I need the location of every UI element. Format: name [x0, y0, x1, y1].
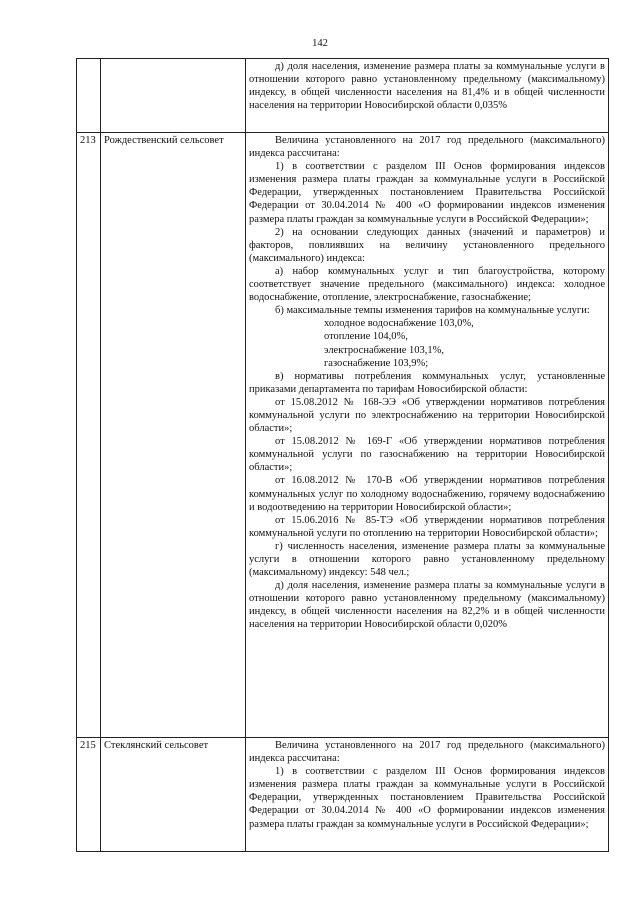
paragraph: от 15.08.2012 № 168-ЭЭ «Об утверждении нормативов потребления коммунальной услуги по электроснабжению на территории Новосибирской области»;: [249, 396, 605, 435]
paragraph: Величина установленного на 2017 год предельного (максимального) индекса рассчитана:: [249, 740, 605, 765]
paragraph: от 15.06.2016 № 85-ТЭ «Об утверждении нормативов потребления коммунальной услуги по отоплению на территории Новосибирской области»;: [249, 514, 605, 539]
paragraph: от 15.08.2012 № 169-Г «Об утверждении нормативов потребления коммунальной услуги по газоснабжению на территории Новосибирской области»;: [249, 436, 605, 474]
page-number: 142: [312, 38, 328, 49]
calculation-text: [246, 133, 609, 738]
table-row: [77, 133, 609, 738]
calculation-text: [246, 59, 609, 133]
table-row: [77, 59, 609, 133]
paragraph: б) максимальные темпы изменения тарифов на коммунальные услуги:: [275, 305, 590, 317]
paragraph: Величина установленного на 2017 год предельного (максимального) индекса рассчитана:: [249, 135, 605, 160]
municipality-name: [101, 59, 246, 133]
paragraph: 1) в соответствии с разделом III Основ формирования индексов изменения размера платы граждан за коммунальные услуги в Российской Федерации, утвержденных постановлением Правительства Российской Федерации от 30.04.2014 № 400 «О формировании индексов изменения размера платы граждан за коммунальные услуги в Российской Федерации»;: [249, 161, 605, 225]
calculation-text: [246, 738, 609, 852]
tariff-item: газоснабжение 103,9%;: [324, 357, 429, 369]
table-row: [77, 738, 609, 852]
row-number: 213: [77, 133, 101, 738]
tariff-item: электроснабжение 103,1%,: [324, 344, 444, 356]
row-number: 215: [77, 738, 101, 852]
municipality-name: Стеклянский сельсовет: [101, 738, 246, 852]
paragraph: 2) на основании следующих данных (значений и параметров) и факторов, повлиявших на величину установленного предельного (максимального) индекса:: [249, 226, 605, 264]
paragraph: г) численность населения, изменение размера платы за коммунальные услуги в отношении которого равно установленному предельному (максимальному) индексу: 548 чел.;: [249, 540, 605, 579]
paragraph: д) доля населения, изменение размера платы за коммунальные услуги в отношении которого равно установленному предельному (максимальному) индексу, в общей численности населения на 81,4% и в общей численности населения на территории Новосибирской области 0,035%: [249, 61, 605, 112]
paragraph: д) доля населения, изменение размера платы за коммунальные услуги в отношении которого равно установленному предельному (максимальному) индексу, в общей численности населения на 82,2% и в общей численности населения на территории Новосибирской области 0,020%: [249, 580, 605, 631]
tariff-item: холодное водоснабжение 103,0%,: [324, 318, 474, 330]
paragraph: в) нормативы потребления коммунальных услуг, установленные приказами департамента по тарифам Новосибирской области:: [249, 370, 605, 395]
tariff-item: отопление 104,0%,: [324, 331, 408, 343]
paragraph: от 16.08.2012 № 170-В «Об утверждении нормативов потребления коммунальных услуг по холодному водоснабжению, горячему водоснабжению и водоотведению на территории Новосибирской области»;: [249, 475, 605, 513]
paragraph: а) набор коммунальных услуг и тип благоустройства, которому соответствует значение предельного (максимального) индекса: холодное водоснабжение, отопление, электроснабжение, газоснабжение;: [249, 265, 605, 304]
municipality-name: Рождественский сельсовет: [101, 133, 246, 738]
row-number: [77, 59, 101, 133]
indices-table: [76, 58, 609, 852]
paragraph: 1) в соответствии с разделом III Основ формирования индексов изменения размера платы граждан за коммунальные услуги в Российской Федерации, утвержденных постановлением Правительства Российской Федерации от 30.04.2014 № 400 «О формировании индексов изменения размера платы граждан за коммунальные услуги в Российской Федерации»;: [249, 766, 605, 830]
